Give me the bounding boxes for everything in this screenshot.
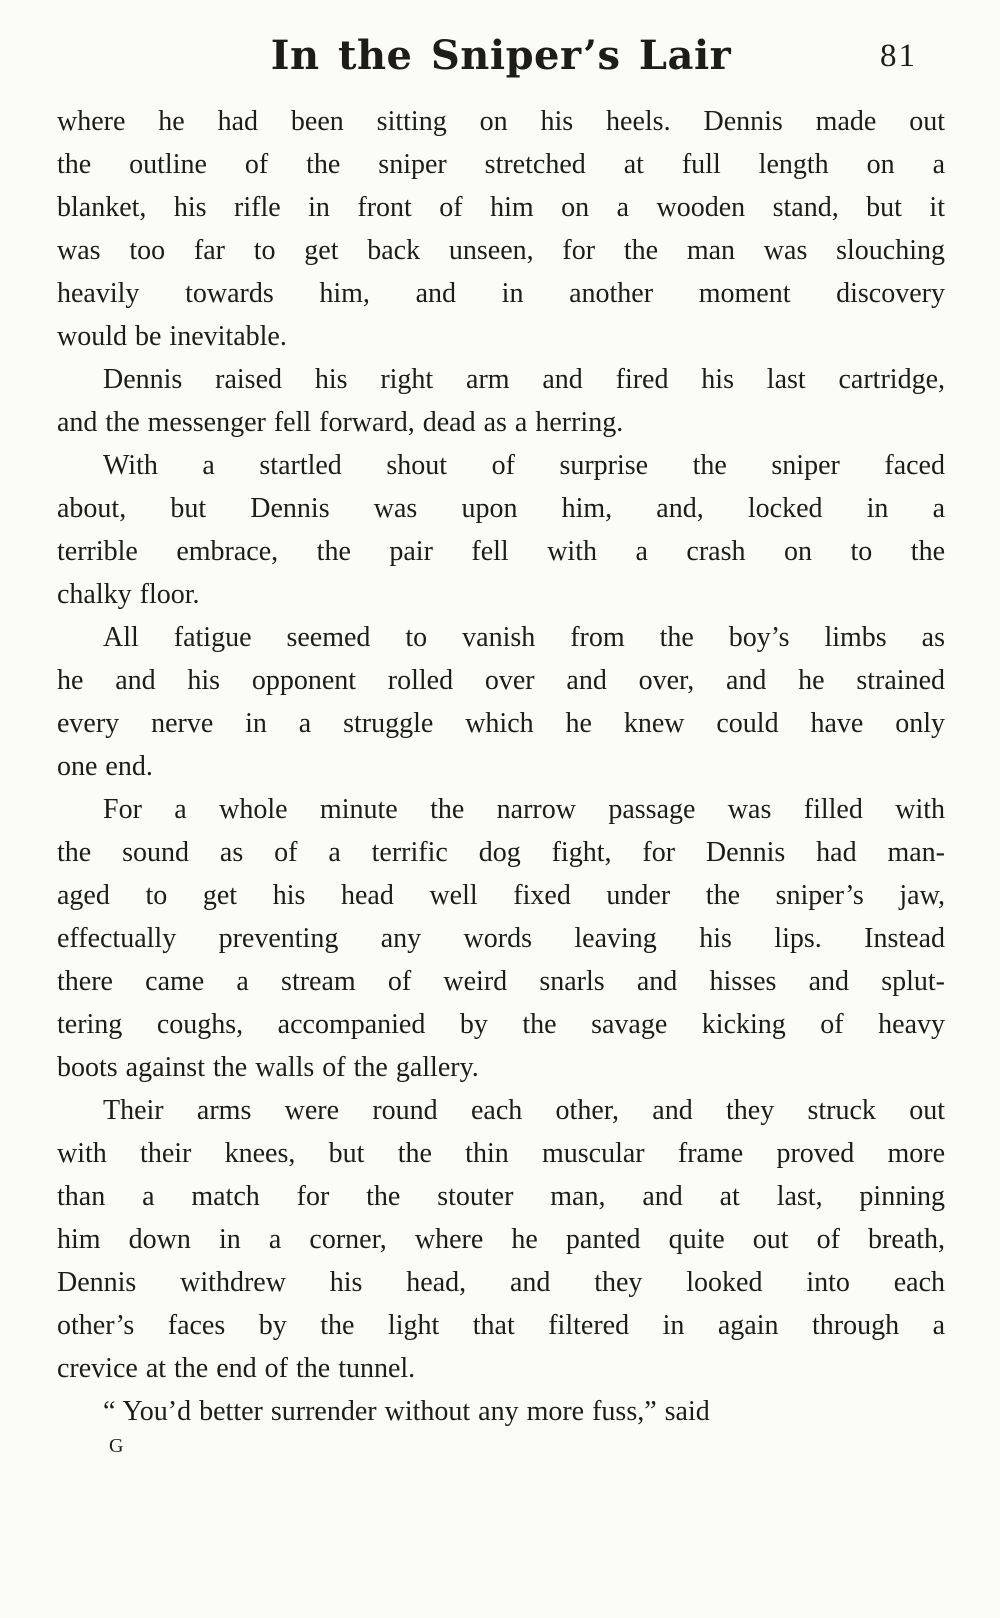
text-line: “ You’d better surrender without any more fuss,” said: [103, 1396, 710, 1427]
text-line: Dennis withdrew his head, and they looked into each: [57, 1267, 945, 1298]
page-title: In the Sniper’s Lair: [270, 32, 732, 79]
page-body: [57, 100, 945, 1433]
text-line: the outline of the sniper stretched at full length on a: [57, 149, 945, 180]
page-number: 81: [880, 38, 917, 74]
paragraph: [57, 1390, 945, 1433]
page-footer: [57, 1435, 945, 1458]
text-line: heavily towards him, and in another moment discovery: [57, 278, 945, 309]
paragraph: [57, 358, 945, 444]
text-line: All fatigue seemed to vanish from the boy’s limbs as: [103, 622, 945, 653]
text-line: terrible embrace, the pair fell with a crash on to the: [57, 536, 945, 567]
text-line: Dennis raised his right arm and fired his last cartridge,: [103, 364, 945, 395]
text-line: every nerve in a struggle which he knew could have only: [57, 708, 945, 739]
text-line: would be inevitable.: [57, 321, 287, 352]
text-line: other’s faces by the light that filtered in again through a: [57, 1310, 945, 1341]
text-line: effectually preventing any words leaving his lips. Instead: [57, 923, 945, 954]
text-line: the sound as of a terrific dog fight, for Dennis had man-: [57, 837, 945, 868]
text-line: aged to get his head well fixed under the sniper’s jaw,: [57, 880, 945, 911]
text-line: him down in a corner, where he panted quite out of breath,: [57, 1224, 945, 1255]
signature-mark: G: [109, 1435, 125, 1457]
text-line: where he had been sitting on his heels. Dennis made out: [57, 106, 945, 137]
text-line: crevice at the end of the tunnel.: [57, 1353, 416, 1384]
text-line: chalky floor.: [57, 579, 200, 610]
text-line: one end.: [57, 751, 153, 782]
text-line: Their arms were round each other, and they struck out: [103, 1095, 945, 1126]
text-line: blanket, his rifle in front of him on a wooden stand, but it: [57, 192, 945, 223]
text-line: about, but Dennis was upon him, and, locked in a: [57, 493, 945, 524]
text-line: he and his opponent rolled over and over, and he strained: [57, 665, 945, 696]
text-line: boots against the walls of the gallery.: [57, 1052, 479, 1083]
text-line: there came a stream of weird snarls and hisses and splut-: [57, 966, 945, 997]
paragraph: [57, 1089, 945, 1390]
text-line: was too far to get back unseen, for the man was slouching: [57, 235, 945, 266]
paragraph: [57, 788, 945, 1089]
text-line: For a whole minute the narrow passage was filled with: [103, 794, 945, 825]
text-line: and the messenger fell forward, dead as a herring.: [57, 407, 624, 438]
paragraph: [57, 100, 945, 358]
text-line: with their knees, but the thin muscular frame proved more: [57, 1138, 945, 1169]
paragraph: [57, 444, 945, 616]
text-line: than a match for the stouter man, and at last, pinning: [57, 1181, 945, 1212]
text-line: With a startled shout of surprise the sniper faced: [103, 450, 945, 481]
page-header: [57, 30, 945, 90]
paragraph: [57, 616, 945, 788]
text-line: tering coughs, accompanied by the savage kicking of heavy: [57, 1009, 945, 1040]
